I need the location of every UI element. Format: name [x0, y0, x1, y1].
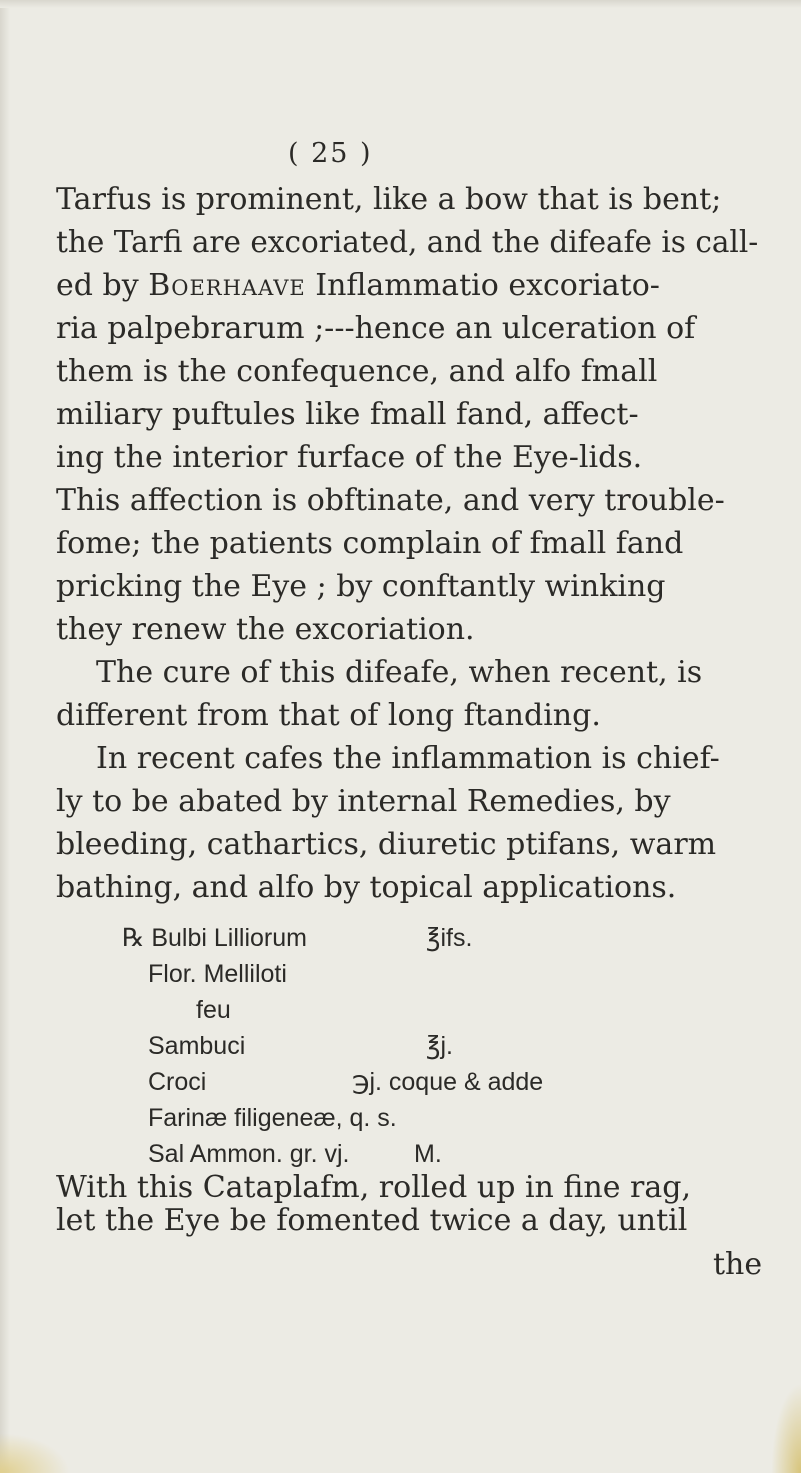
recipe-line: ℞ Bulbi Lilliorum: [122, 924, 307, 952]
text-line: different from that of long ftanding.: [56, 698, 601, 733]
paragraph-start: The cure of this difeafe, when recent, is: [96, 655, 703, 690]
paragraph-start: In recent cafes the inflammation is chief-: [96, 741, 720, 776]
paper-stain-left: [0, 1433, 70, 1473]
text-line: let the Eye be fomented twice a day, until: [56, 1203, 688, 1238]
text-line: Tarfus is prominent, like a bow that is bent;: [56, 182, 722, 217]
text-line: the Tarfi are excoriated, and the difeafe is call-: [56, 225, 759, 259]
page-number: ( 25 ): [288, 138, 373, 169]
page-edge-top: [0, 0, 801, 8]
text-line: bleeding, cathartics, diuretic ptifans, warm: [56, 827, 717, 862]
author-name: Boerhaave: [148, 268, 306, 303]
recipe-line: Sal Ammon. gr. vj.: [148, 1140, 350, 1168]
text-line: ria palpebrarum ;---hence an ulceration of: [56, 311, 696, 346]
recipe-line: feu: [196, 996, 231, 1024]
paper-stain: [771, 1383, 801, 1473]
text-line: fome; the patients complain of fmall fand: [56, 526, 684, 561]
recipe-quantity: ℈j. coque & adde: [352, 1068, 544, 1096]
catchword: the: [713, 1247, 763, 1282]
text-fragment: Inflammatio excoriato-: [305, 268, 660, 303]
text-line: With this Cataplafm, rolled up in fine rag,: [56, 1170, 691, 1205]
text-line: This affection is obftinate, and very trouble-: [56, 483, 725, 518]
page-edge: [0, 0, 10, 1473]
recipe-quantity: ℥j.: [426, 1032, 453, 1060]
text-line: [56, 268, 660, 303]
text-line: bathing, and alfo by topical applications.: [56, 870, 677, 905]
recipe-line: Croci: [148, 1068, 207, 1096]
recipe-quantity: ℥ifs.: [426, 924, 473, 952]
text-line: pricking the Eye ; by conftantly winking: [56, 569, 666, 604]
recipe-line: Sambuci: [148, 1032, 246, 1060]
recipe-line: Farinæ filigeneæ, q. s.: [148, 1104, 397, 1132]
text-line: miliary puftules like fmall fand, affect-: [56, 397, 639, 432]
text-fragment: ed by: [56, 268, 149, 303]
text-line: they renew the excoriation.: [56, 612, 475, 647]
recipe-quantity: M.: [414, 1140, 442, 1168]
text-line: ing the interior furface of the Eye-lids.: [56, 440, 643, 475]
recipe-line: Flor. Melliloti: [148, 960, 287, 988]
text-line: them is the confequence, and alfo fmall: [56, 354, 658, 389]
text-line: ly to be abated by internal Remedies, by: [56, 784, 671, 819]
